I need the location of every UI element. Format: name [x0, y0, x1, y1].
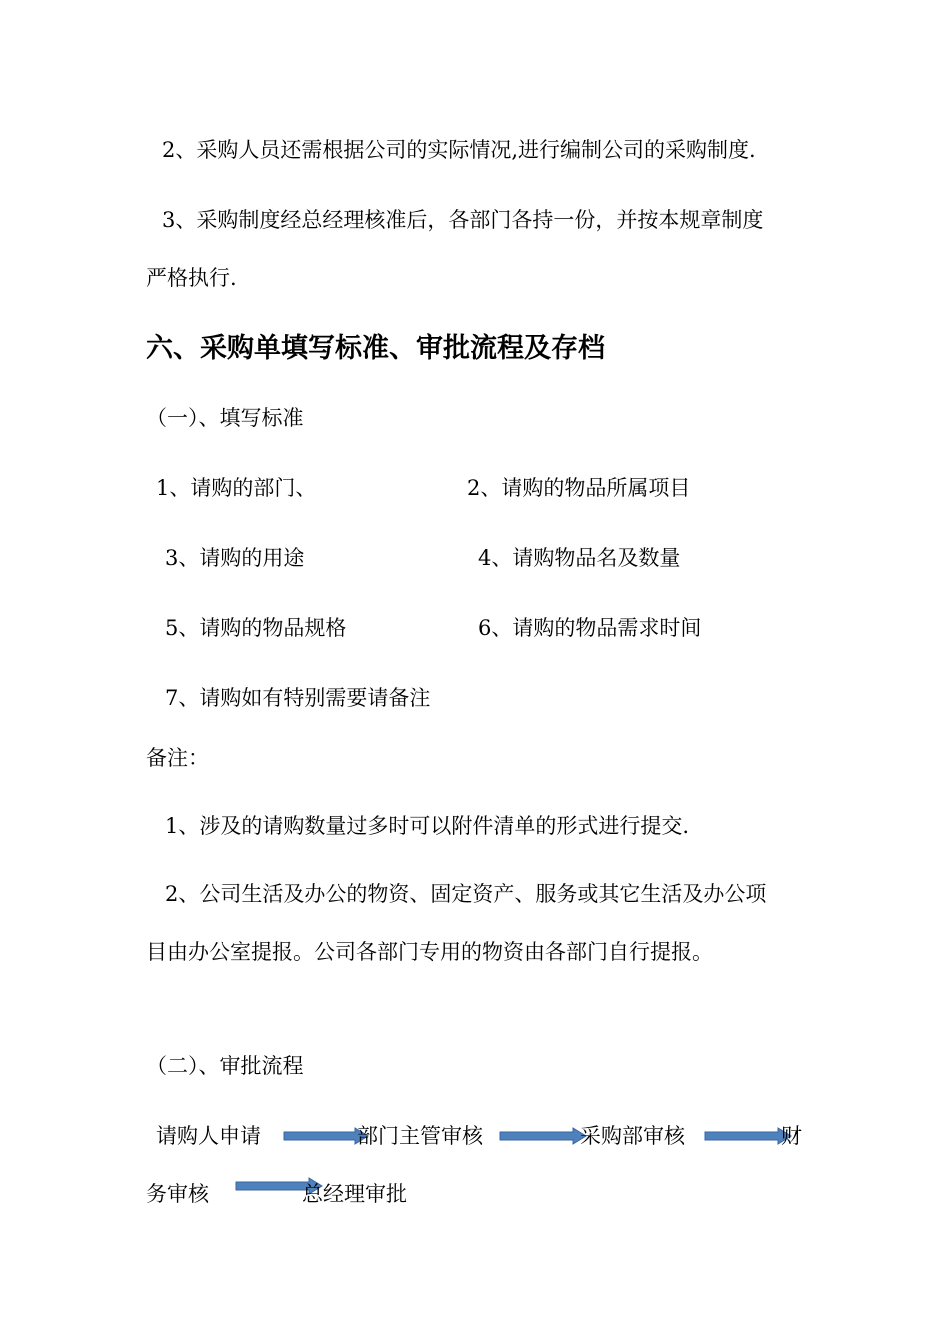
section6-heading: 六、采购单填写标准、审批流程及存档	[146, 333, 605, 364]
note-label: 备注：	[146, 746, 209, 770]
sub2-title: （二）、审批流程	[146, 1054, 304, 1078]
fill-item-4: 4、请购物品名及数量	[478, 546, 681, 570]
fill-item-6: 6、请购的物品需求时间	[478, 616, 702, 640]
note-2-line1: 2、公司生活及办公的物资、固定资产、服务或其它生活及办公项	[165, 882, 767, 906]
flow-step-finance-part2: 务审核	[146, 1182, 209, 1206]
note-1: 1、涉及的请购数量过多时可以附件清单的形式进行提交.	[165, 814, 690, 838]
flow-step-dept-manager: 部门主管审核	[357, 1124, 483, 1148]
flow-step-general-manager: 总经理审批	[302, 1182, 407, 1206]
flow-step-finance-part1: 财	[781, 1124, 802, 1148]
section5-item3-line1: 3、采购制度经总经理核准后，各部门各持一份，并按本规章制度	[162, 208, 764, 232]
fill-item-7: 7、请购如有特别需要请备注	[165, 686, 431, 710]
flow-step-requester: 请购人申请	[156, 1124, 261, 1148]
note-2-line2: 目由办公室提报。公司各部门专用的物资由各部门自行提报。	[146, 940, 713, 964]
section5-item2: 2、采购人员还需根据公司的实际情况,进行编制公司的采购制度.	[162, 138, 756, 162]
fill-item-1: 1、请购的部门、	[156, 476, 317, 500]
flow-step-purchasing: 采购部审核	[580, 1124, 685, 1148]
sub1-title: （一）、填写标准	[146, 406, 304, 430]
fill-item-3: 3、请购的用途	[165, 546, 305, 570]
flow-arrow-right-icon	[499, 1127, 587, 1145]
fill-item-2: 2、请购的物品所属项目	[467, 476, 691, 500]
section5-item3-line2: 严格执行.	[146, 266, 237, 290]
fill-item-5: 5、请购的物品规格	[165, 616, 347, 640]
flow-arrow-right-icon	[704, 1127, 792, 1145]
